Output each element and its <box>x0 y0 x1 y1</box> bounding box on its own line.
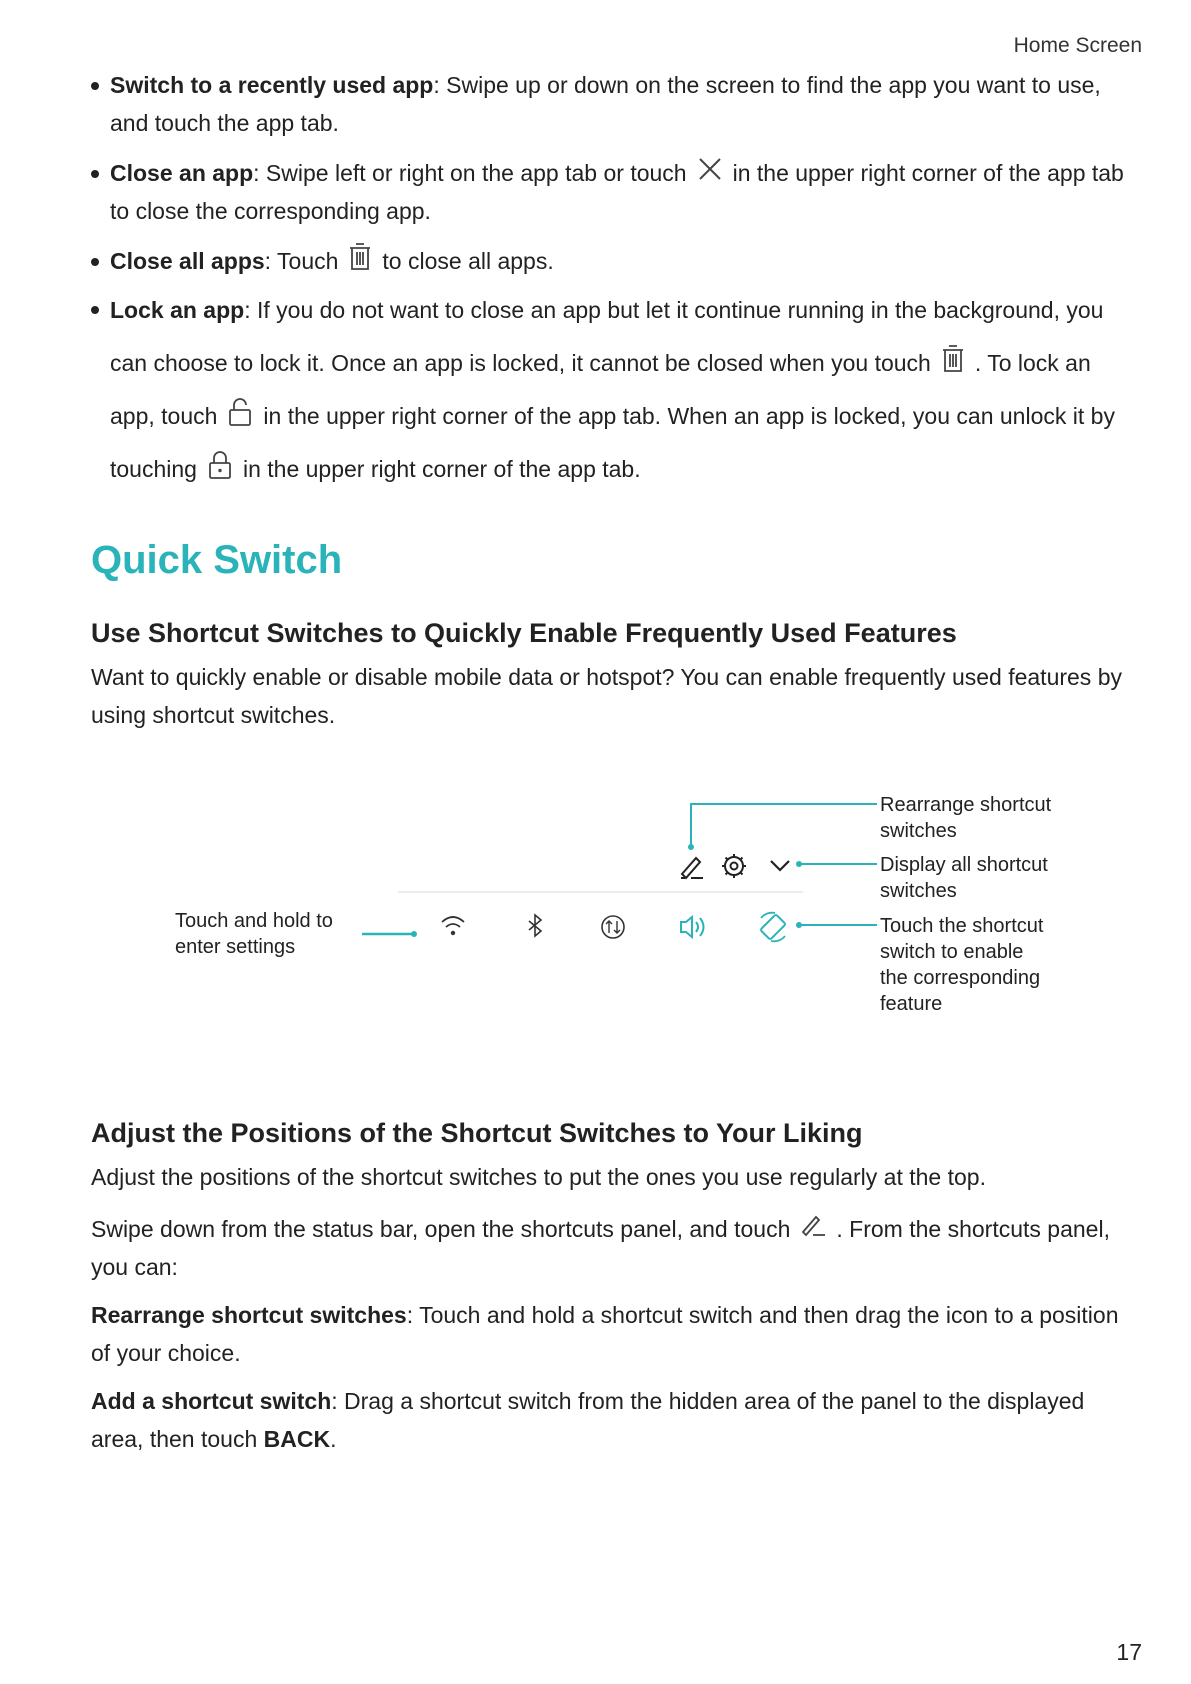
paragraph <box>91 1296 1131 1372</box>
shortcut-panel-figure <box>91 770 1131 1080</box>
section-title: Quick Switch <box>91 538 343 582</box>
callout-text: switches <box>880 880 957 902</box>
bluetooth-icon <box>529 915 541 936</box>
edit-icon <box>800 1212 826 1238</box>
paragraph-text: . From the shortcuts panel, you can: <box>91 1216 1110 1280</box>
bullet-term: Close an app <box>110 160 254 186</box>
callout-text: Touch the shortcut <box>880 915 1044 937</box>
wifi-icon <box>442 917 464 935</box>
page-number: 17 <box>1116 1639 1142 1665</box>
mobile-data-icon <box>602 916 624 938</box>
page-content <box>91 66 1131 1468</box>
callout-text: Rearrange shortcut <box>880 794 1052 816</box>
sound-icon <box>681 917 704 937</box>
callout-text: the corresponding <box>880 967 1041 989</box>
bullet-text: : Swipe up or down on the screen to find the app you want to use, and touch the app tab. <box>110 72 1101 136</box>
callout-text: Display all shortcut <box>880 854 1048 876</box>
running-header: Home Screen <box>1013 34 1142 57</box>
subsection-title: Adjust the Positions of the Shortcut Switches to Your Liking <box>91 1118 863 1148</box>
subsection-title: Use Shortcut Switches to Quickly Enable Frequently Used Features <box>91 618 957 648</box>
callout-text: switch to enable <box>880 941 1024 963</box>
callout-text: Touch and hold to <box>175 910 333 932</box>
list-item <box>91 284 1131 496</box>
back-keyword: BACK <box>263 1426 331 1452</box>
paragraph <box>91 1210 1131 1286</box>
callout-rearrange <box>880 792 1051 844</box>
paragraph-text: : Drag a shortcut switch from the hidden area of the panel to the displayed area, then touch <box>91 1388 1085 1452</box>
list-item <box>91 66 1131 142</box>
bullet-text: in the upper right corner of the app tab. <box>242 456 641 482</box>
bullet-text: : If you do not want to close an app but let it continue running in the background, you can choose to lock it. Once an app is locked, it cannot be closed when you touch <box>110 297 1104 376</box>
bullet-term: Close all apps <box>110 248 265 274</box>
trash-icon <box>348 242 372 272</box>
auto-rotate-icon <box>760 913 785 942</box>
lock-icon <box>207 450 233 480</box>
paragraph-term: Add a shortcut switch <box>91 1388 332 1414</box>
callout-lines <box>362 804 877 937</box>
callout-text: feature <box>880 993 943 1015</box>
chevron-down-icon <box>771 861 789 870</box>
bullet-text: in the upper right corner of the app tab to close the corresponding app. <box>110 160 1124 224</box>
bullet-text: : Touch <box>264 248 339 274</box>
bullet-text: : Swipe left or right on the app tab or touch <box>253 160 687 186</box>
paragraph-text: . <box>330 1426 337 1452</box>
bullet-term: Switch to a recently used app <box>110 72 434 98</box>
paragraph: Want to quickly enable or disable mobile data or hotspot? You can enable frequently used features by using shortcut switches. <box>91 664 1122 728</box>
callout-touch-switch <box>880 913 1043 1017</box>
app-actions-list <box>91 66 1131 496</box>
paragraph-term: Rearrange shortcut switches <box>91 1302 407 1328</box>
paragraph-text: : Touch and hold a shortcut switch and then drag the icon to a position of your choice. <box>91 1302 1119 1366</box>
paragraph: Adjust the positions of the shortcut switches to put the ones you use regularly at the top. <box>91 1164 986 1190</box>
trash-icon <box>941 344 965 374</box>
edit-icon <box>681 858 703 878</box>
close-icon <box>697 156 723 182</box>
callout-text: switches <box>880 820 957 842</box>
gear-icon <box>722 854 746 878</box>
callout-text: enter settings <box>175 936 296 958</box>
paragraph <box>91 1382 1131 1458</box>
bullet-text: to close all apps. <box>382 248 554 274</box>
bullet-term: Lock an app <box>110 297 245 323</box>
callout-touch-and-hold <box>175 908 333 960</box>
paragraph-text: Swipe down from the status bar, open the shortcuts panel, and touch <box>91 1216 791 1242</box>
callout-display-all <box>880 852 1048 904</box>
list-item <box>91 154 1131 230</box>
bullet-text: . To lock an app, touch <box>110 350 1091 429</box>
unlock-icon <box>227 397 253 427</box>
bullet-text: in the upper right corner of the app tab. When an app is locked, you can unlock it by touching <box>110 403 1115 482</box>
list-item <box>91 242 1131 280</box>
